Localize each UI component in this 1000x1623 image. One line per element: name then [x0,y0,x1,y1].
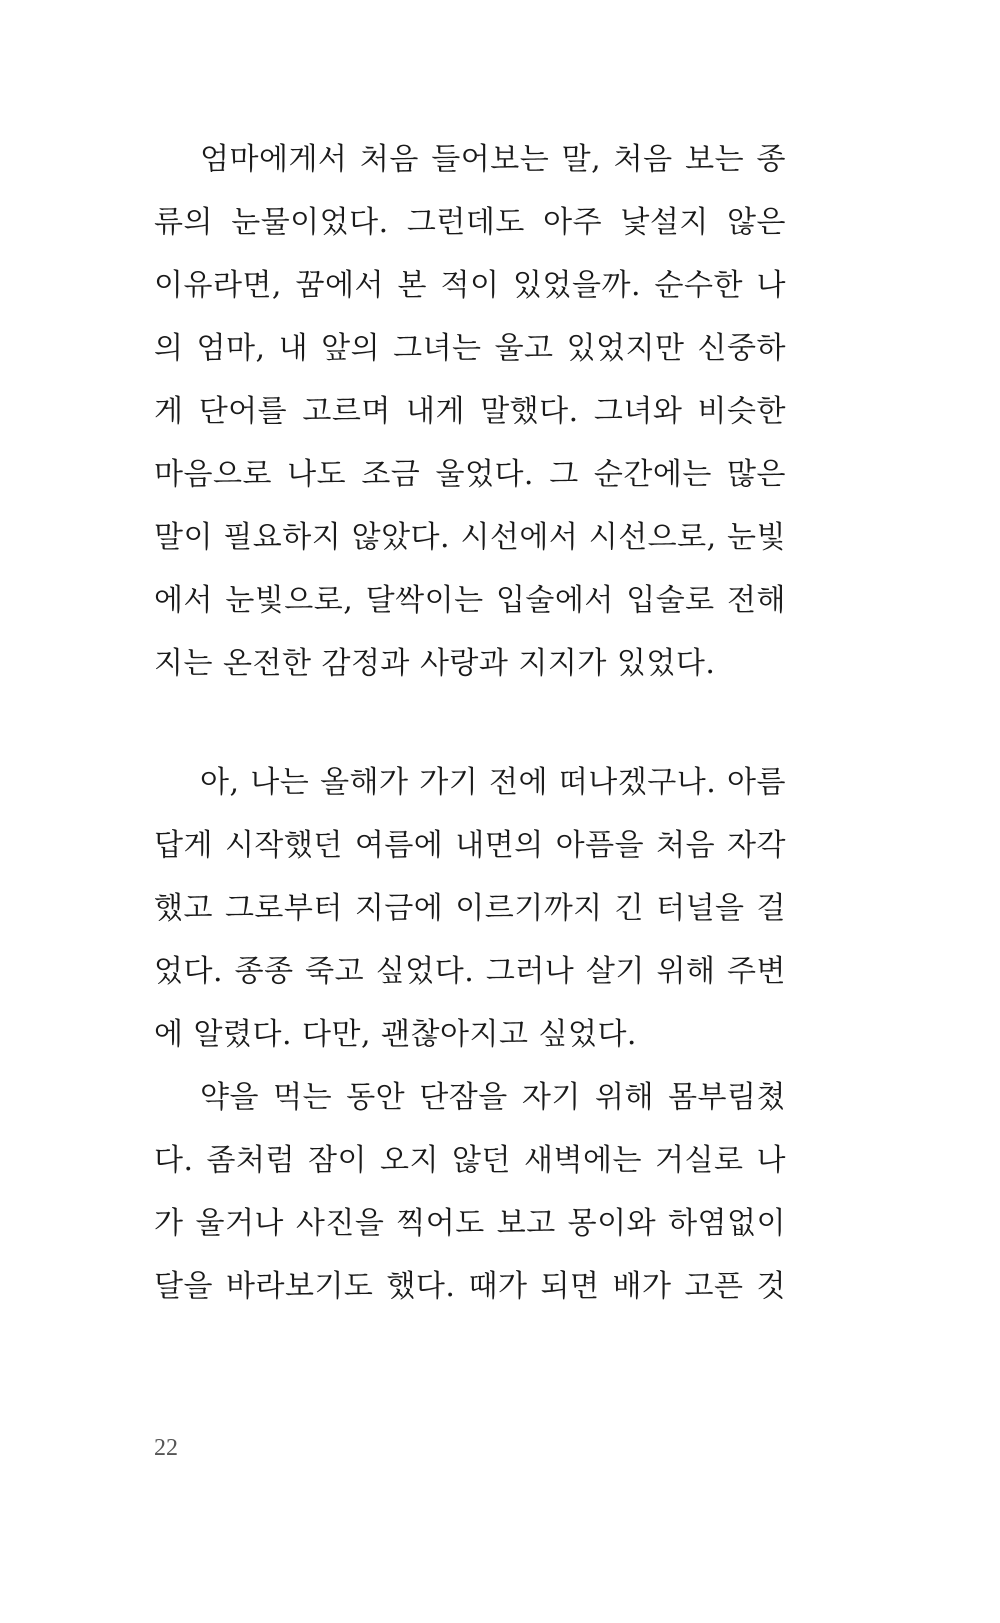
text-line: 가 울거나 사진을 찍어도 보고 몽이와 하염없이 [154,1206,786,1241]
text-line: 말이 필요하지 않았다. 시선에서 시선으로, 눈빛 [154,520,786,555]
text-line: 약을 먹는 동안 단잠을 자기 위해 몸부림쳤 [200,1080,786,1115]
text-line: 달을 바라보기도 했다. 때가 되면 배가 고픈 것 [154,1269,786,1304]
text-line: 게 단어를 고르며 내게 말했다. 그녀와 비슷한 [154,394,786,429]
text-line: 다. 좀처럼 잠이 오지 않던 새벽에는 거실로 나 [154,1143,786,1178]
text-line: 의 엄마, 내 앞의 그녀는 울고 있었지만 신중하 [154,331,786,366]
text-line: 답게 시작했던 여름에 내면의 아픔을 처음 자각 [154,828,786,863]
text-line: 에서 눈빛으로, 달싹이는 입술에서 입술로 전해 [154,583,786,618]
page-number: 22 [154,1435,178,1461]
text-line: 했고 그로부터 지금에 이르기까지 긴 터널을 걸 [154,891,786,926]
text-line: 아, 나는 올해가 가기 전에 떠나겠구나. 아름 [200,765,786,800]
text-line: 에 알렸다. 다만, 괜찮아지고 싶었다. [154,1017,637,1052]
text-line: 엄마에게서 처음 들어보는 말, 처음 보는 종 [200,142,786,177]
text-line: 이유라면, 꿈에서 본 적이 있었을까. 순수한 나 [154,268,786,303]
text-line: 류의 눈물이었다. 그런데도 아주 낯설지 않은 [154,205,786,240]
text-line: 지는 온전한 감정과 사랑과 지지가 있었다. [154,646,716,681]
text-line: 마음으로 나도 조금 울었다. 그 순간에는 많은 [154,457,786,492]
text-line: 었다. 종종 죽고 싶었다. 그러나 살기 위해 주변 [154,954,786,989]
